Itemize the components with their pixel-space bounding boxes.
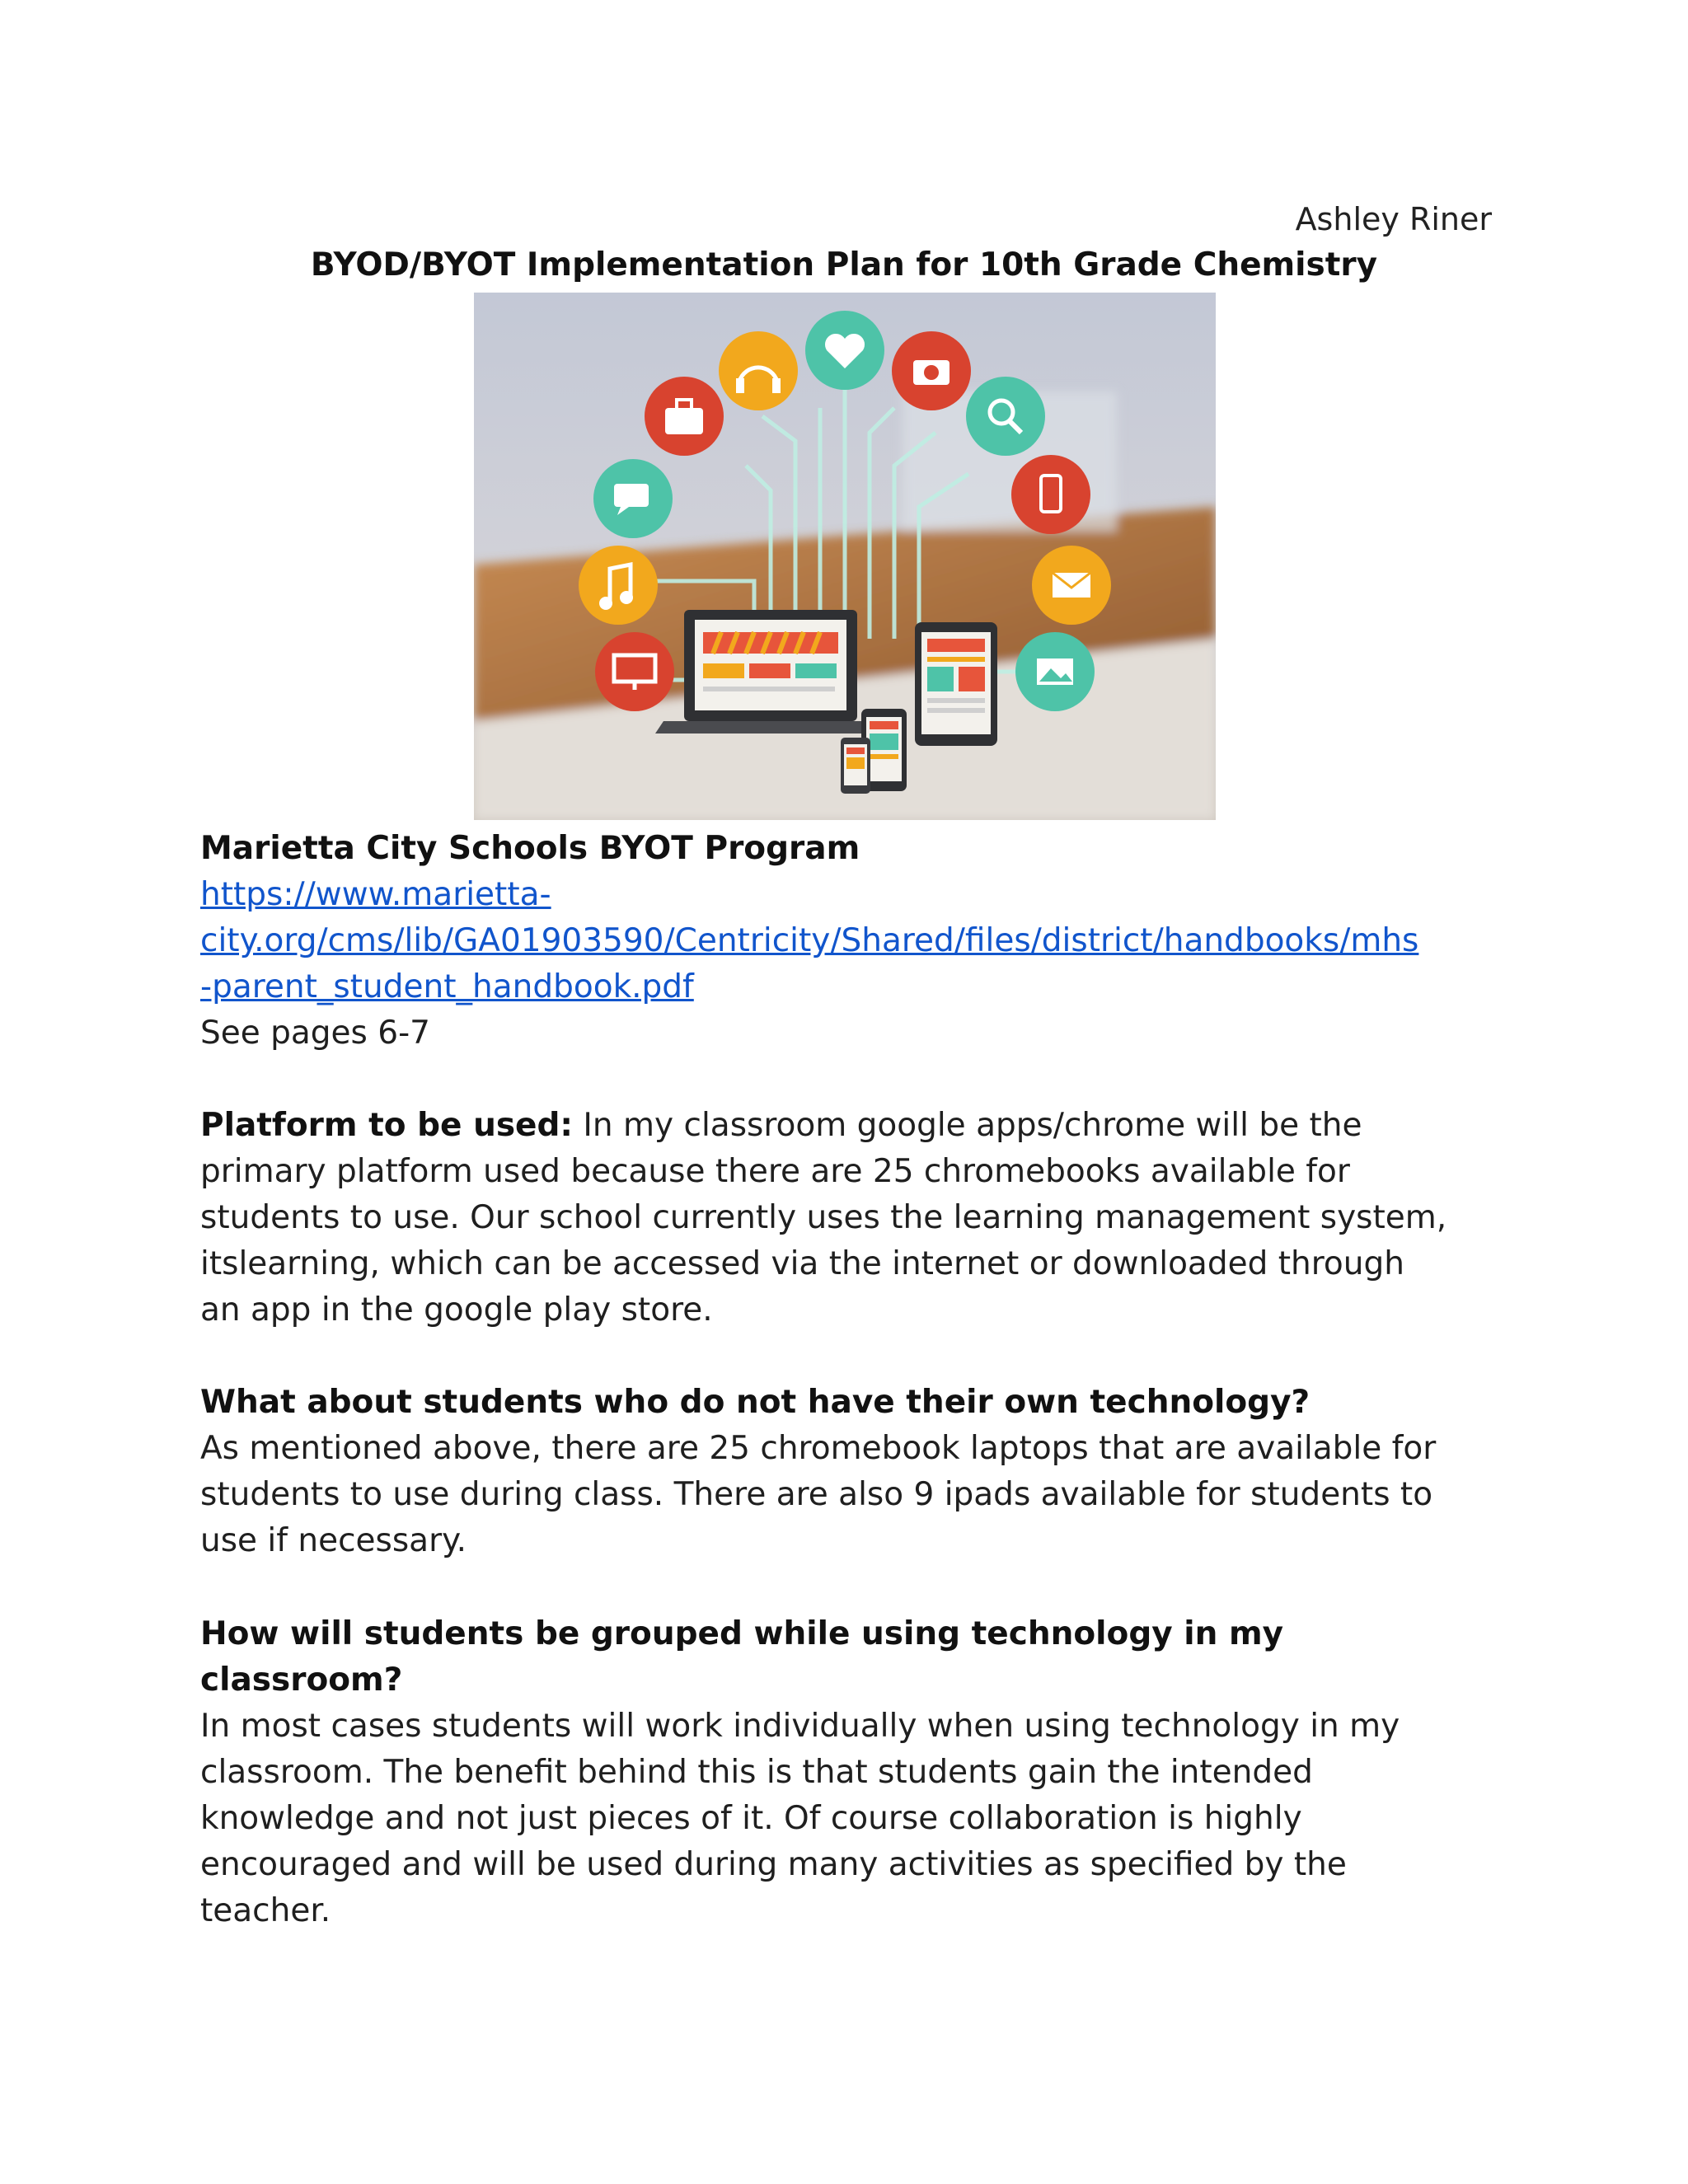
handbook-link-line-3[interactable]: -parent_student_handbook.pdf	[200, 968, 694, 1005]
handbook-link-line-2[interactable]: city.org/cms/lib/GA01903590/Centricity/Shared/files/district/handbooks/mhs	[200, 922, 1419, 959]
no-tech-line: As mentioned above, there are 25 chromebook laptops that are available for	[200, 1430, 1437, 1467]
platform-line: an app in the google play store.	[200, 1291, 713, 1329]
platform-line: primary platform used because there are 25 chromebooks available for	[200, 1153, 1350, 1190]
platform-first-text: In my classroom google apps/chrome will be the	[573, 1107, 1362, 1144]
byod-illustration	[474, 293, 1216, 820]
no-tech-heading: What about students who do not have their own technology?	[200, 1384, 1311, 1421]
grouping-line: teacher.	[200, 1892, 331, 1929]
small-phone-device	[841, 738, 870, 794]
heart-chat-icon	[805, 311, 884, 390]
grouping-line: classroom. The benefit behind this is that students gain the intended	[200, 1754, 1313, 1791]
no-tech-line: use if necessary.	[200, 1522, 467, 1559]
no-tech-section	[200, 1380, 1494, 1564]
platform-line: students to use. Our school currently uses the learning management system,	[200, 1199, 1447, 1236]
headphones-icon	[719, 331, 798, 410]
document-title: BYOD/BYOT Implementation Plan for 10th Grade Chemistry	[310, 246, 1378, 284]
platform-label: Platform to be used:	[200, 1107, 574, 1144]
platform-section	[200, 1103, 1494, 1333]
search-icon	[966, 377, 1045, 456]
phone-icon	[1011, 455, 1090, 534]
program-section	[200, 826, 1494, 1057]
image-icon	[1015, 632, 1095, 711]
grouping-line: knowledge and not just pieces of it. Of course collaboration is highly	[200, 1800, 1302, 1837]
laptop-device	[655, 610, 886, 733]
handbook-link-line-1[interactable]: https://www.marietta-	[200, 876, 551, 913]
grouping-heading-line-1: How will students be grouped while using technology in my	[200, 1615, 1284, 1652]
grouping-line: In most cases students will work individually when using technology in my	[200, 1708, 1400, 1745]
grouping-heading-line-2: classroom?	[200, 1661, 403, 1699]
chat-icon	[593, 459, 673, 538]
pages-note: See pages 6-7	[200, 1015, 430, 1052]
music-icon	[579, 546, 658, 625]
devices-network-illustration	[474, 293, 1216, 820]
camera-icon	[892, 331, 971, 410]
author-name: Ashley Riner	[1295, 201, 1492, 237]
monitor-icon	[595, 632, 674, 711]
grouping-line: encouraged and will be used during many activities as specified by the	[200, 1846, 1347, 1883]
platform-first-line	[200, 1103, 1494, 1149]
grouping-section	[200, 1611, 1494, 1934]
briefcase-icon	[645, 377, 724, 456]
platform-line: itslearning, which can be accessed via the internet or downloaded through	[200, 1245, 1404, 1282]
tablet-device	[915, 622, 997, 746]
program-heading: Marietta City Schools BYOT Program	[200, 830, 860, 867]
mail-icon	[1032, 546, 1111, 625]
no-tech-line: students to use during class. There are also 9 ipads available for students to	[200, 1476, 1433, 1513]
